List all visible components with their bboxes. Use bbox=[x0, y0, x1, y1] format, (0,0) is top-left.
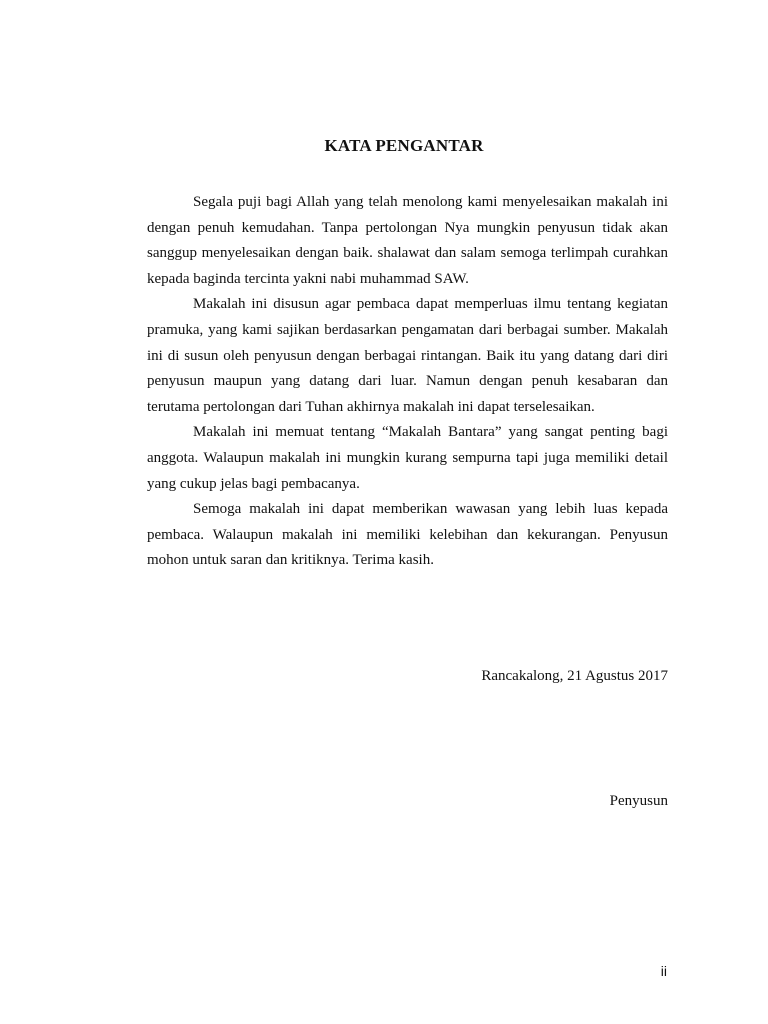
signer-name: Penyusun bbox=[609, 793, 668, 809]
paragraph-1: Segala puji bagi Allah yang telah menolong kami menyelesaikan makalah ini dengan penuh kemudahan. Tanpa pertolongan Nya mungkin penyusun tidak akan sanggup menyelesaikan dengan baik. shalawat dan salam semoga terlimpah curahkan kepada baginda tercinta yakni nabi muhammad SAW. bbox=[147, 194, 668, 287]
paragraph-3: Makalah ini memuat tentang “Makalah Bantara” yang sangat penting bagi anggota. Walaupun makalah ini mungkin kurang sempurna tapi juga memiliki detail yang cukup jelas bagi pembacanya. bbox=[147, 424, 668, 492]
page-title: KATA PENGANTAR bbox=[324, 136, 484, 155]
paragraph-2: Makalah ini disusun agar pembaca dapat memperluas ilmu tentang kegiatan pramuka, yang kami sajikan berdasarkan pengamatan dari berbagai sumber. Makalah ini di susun oleh penyusun dengan berbagai rintangan. Baik itu yang datang dari diri penyusun maupun yang datang dari luar. Namun dengan penuh kesabaran dan terutama pertolongan dari Tuhan akhirnya makalah ini dapat terselesaikan. bbox=[147, 296, 668, 415]
document-body bbox=[147, 190, 668, 574]
page-number: ii bbox=[660, 963, 667, 979]
paragraph-4: Semoga makalah ini dapat memberikan wawasan yang lebih luas kepada pembaca. Walaupun makalah ini memiliki kelebihan dan kekurangan. Penyusun mohon untuk saran dan kritiknya. Terima kasih. bbox=[147, 501, 668, 569]
place-date: Rancakalong, 21 Agustus 2017 bbox=[481, 668, 668, 684]
